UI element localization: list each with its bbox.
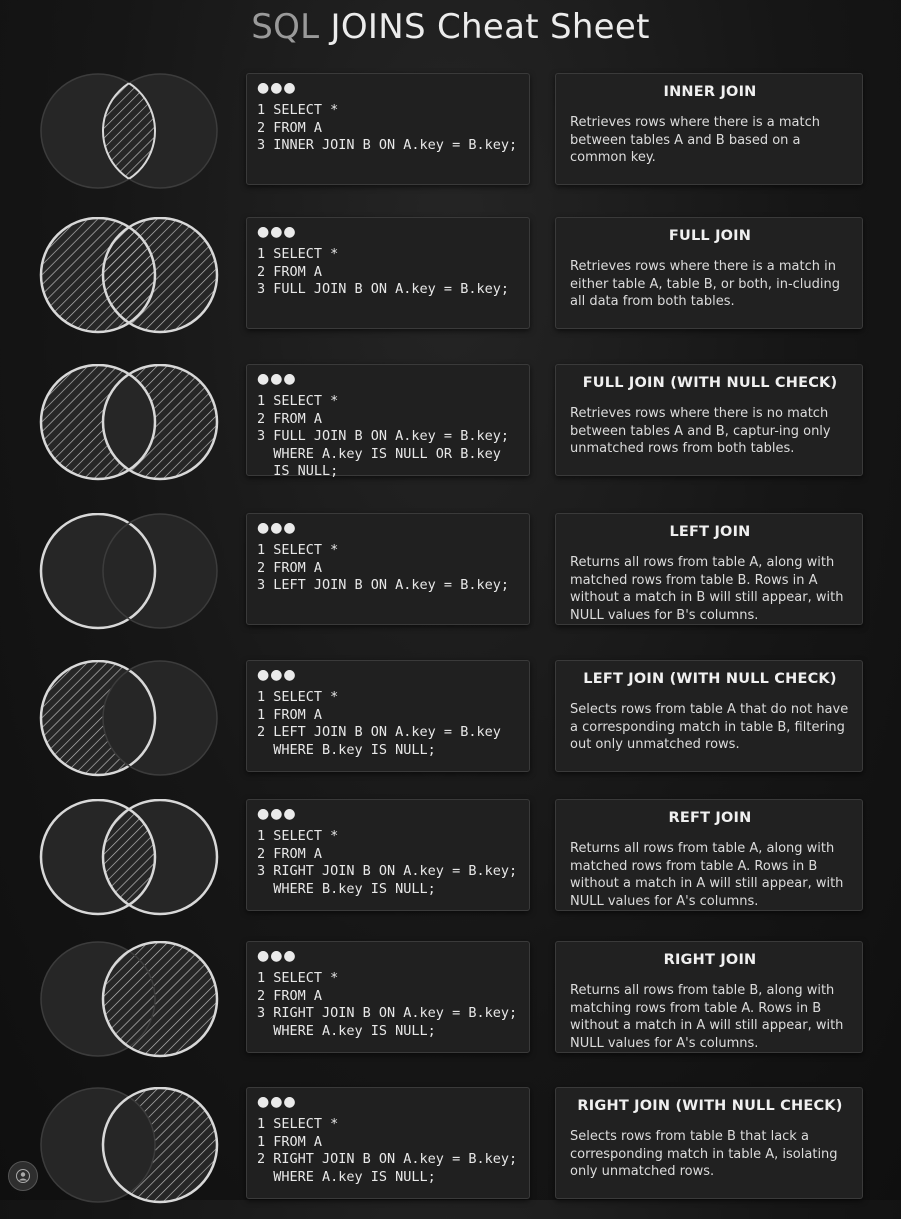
code-snippet: [246, 660, 530, 772]
code-line: 1 SELECT *: [257, 102, 339, 118]
code-line: WHERE B.key IS NULL;: [257, 741, 436, 758]
venn-diagram: [30, 513, 230, 641]
venn-diagram: [30, 941, 230, 1069]
join-title: INNER JOIN: [663, 84, 757, 100]
venn-diagram: [30, 364, 230, 492]
code-line: 3 FULL JOIN B ON A.key = B.key;: [257, 428, 509, 444]
code-line: 2 FROM A: [257, 119, 323, 136]
window-dots-icon: ●●●: [257, 948, 297, 964]
code-snippet: [246, 364, 530, 479]
code-snippet: [246, 799, 530, 911]
join-description-card: [555, 1087, 863, 1199]
code-line: WHERE A.key IS NULL;: [257, 1168, 436, 1185]
title-text: JOINS Cheat Sheet: [330, 7, 650, 47]
venn-diagram: [30, 660, 230, 788]
venn-diagram: [30, 1087, 230, 1215]
venn-container: [30, 217, 230, 345]
venn-container: [30, 799, 230, 927]
code-line: 3 RIGHT JOIN B ON A.key = B.key;: [257, 863, 518, 879]
code-line: 1 SELECT *: [257, 542, 339, 558]
join-title: FULL JOIN: [668, 228, 752, 244]
code-snippet: [246, 217, 530, 329]
venn-diagram: [30, 799, 230, 927]
join-description-card: [555, 364, 863, 476]
code-lines: [257, 102, 519, 155]
venn-diagram: [30, 217, 230, 345]
code-line: 1 FROM A: [257, 1133, 323, 1150]
venn-container: [30, 941, 230, 1069]
join-description: Returns all rows from table A, along with matched rows from table B. Rows in A without a match in B will still appear, with NULL values for B's columns.: [570, 555, 844, 623]
title-prefix: SQL: [251, 7, 320, 47]
code-line: 1 SELECT *: [257, 1116, 339, 1132]
code-line: WHERE A.key IS NULL;: [257, 1022, 436, 1039]
join-title: RIGHT JOIN (WITH NULL CHECK): [577, 1098, 843, 1114]
join-description: Returns all rows from table B, along with matching rows from table A. Rows in B without a match in A will still appear, with NULL values for A's columns.: [570, 983, 844, 1051]
code-line: 2 RIGHT JOIN B ON A.key = B.key;: [257, 1151, 518, 1167]
window-dots-icon: ●●●: [257, 371, 297, 387]
venn-diagram: [30, 73, 230, 201]
code-lines: [257, 689, 519, 759]
join-description-card: [555, 941, 863, 1053]
code-snippet: [246, 941, 530, 1053]
join-row: [0, 660, 901, 788]
window-dots-icon: ●●●: [257, 667, 297, 683]
window-dots-icon: ●●●: [257, 80, 297, 96]
venn-container: [30, 73, 230, 201]
join-description-card: [555, 799, 863, 911]
code-lines: [257, 1116, 519, 1186]
join-description: Retrieves rows where there is a match between tables A and B based on a common key.: [570, 115, 820, 165]
join-description: Selects rows from table A that do not have a corresponding match in table B, filtering out only unmatched rows.: [570, 702, 849, 752]
join-description: Retrieves rows where there is no match between tables A and B, captur-ing only unmatched rows from both tables.: [570, 406, 831, 456]
window-dots-icon: ●●●: [257, 806, 297, 822]
code-line: 2 FROM A: [257, 559, 323, 576]
code-line: 2 FROM A: [257, 845, 323, 862]
join-description-card: [555, 217, 863, 329]
join-row: [0, 1087, 901, 1215]
join-title: LEFT JOIN: [669, 524, 751, 540]
code-lines: [257, 393, 519, 481]
venn-container: [30, 1087, 230, 1215]
join-description-card: [555, 660, 863, 772]
join-description: Selects rows from table B that lack a corresponding match in table A, isolating only unmatched rows.: [570, 1129, 838, 1179]
profile-avatar-icon[interactable]: [8, 1161, 38, 1191]
code-line: 3 RIGHT JOIN B ON A.key = B.key;: [257, 1005, 518, 1021]
venn-container: [30, 660, 230, 788]
join-description-card: [555, 513, 863, 625]
code-line: 2 FROM A: [257, 410, 323, 427]
code-line: 3 LEFT JOIN B ON A.key = B.key;: [257, 577, 509, 593]
code-line: IS NULL;: [257, 463, 339, 479]
code-line: 1 SELECT *: [257, 689, 339, 705]
code-lines: [257, 828, 519, 898]
join-title: REFT JOIN: [668, 810, 752, 826]
join-description: Returns all rows from table A, along with matched rows from table A. Rows in B without a match in A will still appear, with NULL values for A's columns.: [570, 841, 844, 909]
code-lines: [257, 542, 519, 595]
code-line: 1 SELECT *: [257, 246, 339, 262]
venn-container: [30, 364, 230, 492]
join-row: [0, 799, 901, 927]
code-snippet: [246, 513, 530, 625]
window-dots-icon: ●●●: [257, 520, 297, 536]
code-snippet: [246, 73, 530, 185]
join-row: [0, 941, 901, 1069]
join-row: [0, 217, 901, 345]
join-row: [0, 364, 901, 492]
venn-container: [30, 513, 230, 641]
join-description: Retrieves rows where there is a match in either table A, table B, or both, in-cluding all data from both tables.: [570, 259, 841, 309]
code-line: 3 INNER JOIN B ON A.key = B.key;: [257, 137, 518, 153]
join-description-card: [555, 73, 863, 185]
code-line: 1 SELECT *: [257, 828, 339, 844]
code-lines: [257, 970, 519, 1040]
join-title: LEFT JOIN (WITH NULL CHECK): [583, 671, 837, 687]
join-row: [0, 73, 901, 201]
code-line: 1 SELECT *: [257, 393, 339, 409]
code-line: 1 FROM A: [257, 706, 323, 723]
join-title: FULL JOIN (WITH NULL CHECK): [582, 375, 838, 391]
code-line: WHERE A.key IS NULL OR B.key: [257, 445, 501, 462]
code-line: 1 SELECT *: [257, 970, 339, 986]
code-line: 2 LEFT JOIN B ON A.key = B.key: [257, 724, 501, 740]
window-dots-icon: ●●●: [257, 224, 297, 240]
join-title: RIGHT JOIN: [663, 952, 757, 968]
code-line: 2 FROM A: [257, 987, 323, 1004]
code-line: 2 FROM A: [257, 263, 323, 280]
join-row: [0, 513, 901, 641]
page-title: [0, 4, 901, 50]
code-lines: [257, 246, 519, 299]
code-line: WHERE B.key IS NULL;: [257, 880, 436, 897]
window-dots-icon: ●●●: [257, 1094, 297, 1110]
code-line: 3 FULL JOIN B ON A.key = B.key;: [257, 281, 509, 297]
code-snippet: [246, 1087, 530, 1199]
